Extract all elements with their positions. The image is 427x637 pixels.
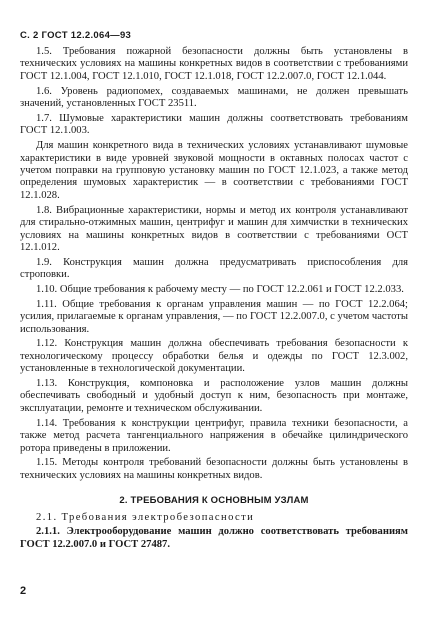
section-heading: 2. ТРЕБОВАНИЯ К ОСНОВНЫМ УЗЛАМ	[119, 495, 309, 507]
paragraph-1-7: 1.7. Шумовые характеристики машин должны соответствовать требованиям ГОСТ 12.1.003.	[20, 112, 408, 137]
paragraph-1-10: 1.10. Общие требования к рабочему месту — по ГОСТ 12.2.061 и ГОСТ 12.2.033.	[36, 283, 404, 295]
paragraph-noise-details: Для машин конкретного вида в технических условиях устанавливают шумовые характеристики в виде уровней звуковой мощности в октавных полосах частот с учетом поправки на групповую установку машин по ГОСТ 12.1.023, а также метод определения шумовых характеристик — в соответствии с требованиями ГОСТ 12.1.028.	[20, 140, 408, 201]
paragraph-1-15: 1.15. Методы контроля требований безопасности должны быть установлены в технических условиях на машины конкретных видов.	[20, 457, 408, 481]
running-head: С. 2 ГОСТ 12.2.064—93	[20, 30, 132, 41]
paragraph-1-12: 1.12. Конструкция машин должна обеспечивать требования безопасности к технологическому процессу обработки белья и одежды по ГОСТ 12.3.002, установленные в технологической документации.	[20, 338, 408, 375]
page-number: 2	[20, 585, 27, 597]
paragraph-1-11: 1.11. Общие требования к органам управления машин — по ГОСТ 12.2.064; усилия, прилагаемые к органам управления, — по ГОСТ 12.2.007.0, с учетом частоты использования.	[20, 298, 408, 335]
section-subheading: 2.1. Требования электробезопасности	[36, 511, 255, 523]
paragraph-1-13: 1.13. Конструкция, компоновка и расположение узлов машин должны обеспечивать свободный и удобный доступ к ним, безопасность при монтаже, эксплуатации, ремонте и техническом обслуживании.	[20, 378, 408, 414]
paragraph-1-14: 1.14. Требования к конструкции центрифуг, правила техники безопасности, а также метод расчета тангенциального напряжения в обечайке цилиндрического ротора приведены в приложении.	[20, 417, 408, 454]
paragraph-2-1-1: 2.1.1. Электрооборудование машин должно соответствовать требованиям ГОСТ 12.2.007.0 и ГОСТ 27487.	[20, 526, 408, 550]
paragraph-1-6: 1.6. Уровень радиопомех, создаваемых машинами, не должен превышать значений, установленных ГОСТ 23511.	[20, 85, 408, 110]
paragraph-1-8: 1.8. Вибрационные характеристики, нормы и метод их контроля устанавливают для стирально-отжимных машин, центрифуг и машин для химчистки в технических условиях на машины конкретных видов в соответствии с требованиями ОСТ 12.1.012.	[20, 204, 408, 253]
paragraph-1-9: 1.9. Конструкция машин должна предусматривать приспособления для строповки.	[20, 256, 408, 281]
paragraph-1-5: 1.5. Требования пожарной безопасности должны быть установлены в технических условиях на машины конкретных видов в соответствии с требованиями ГОСТ 12.1.004, ГОСТ 12.1.010, ГОСТ 12.1.018, ГОСТ 12.2.007.0, ГОСТ 12.1.044.	[20, 46, 408, 82]
body-text	[20, 46, 408, 551]
